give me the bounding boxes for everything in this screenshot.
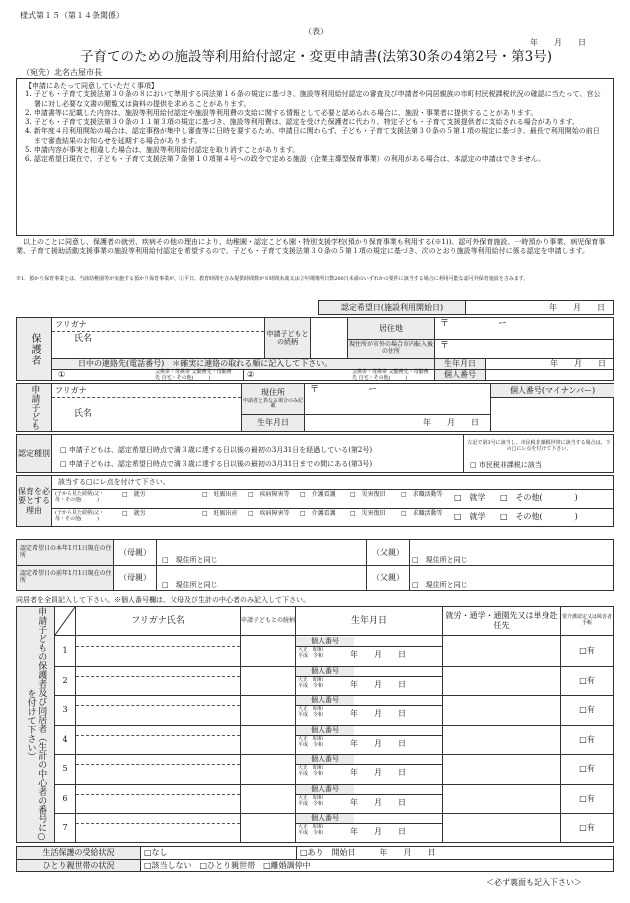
- reason-option[interactable]: □ 就労: [122, 510, 146, 517]
- household-mynumber-label: 個人番号: [296, 696, 354, 705]
- form-number: 様式第１５（第１４条関係）: [20, 11, 124, 20]
- child-label: 申請子ども: [17, 384, 51, 431]
- consent-item: 6. 認定希望日現在で、子ども・子育て支援法第７条第１０項第４号への政令で定める施設（企業主導型保育事業）の利用がある場合は、本認定の申請はできません。: [25, 155, 546, 164]
- household-name-input[interactable]: [76, 667, 240, 695]
- page-title: 子育てのための施設等利用給付認定・変更申請書(法第30条の4第2号・第3号): [80, 49, 552, 65]
- household-mynumber-label: 個人番号: [296, 667, 354, 676]
- household-mynumber-label: 個人番号: [296, 726, 354, 735]
- jan-last-mother: （母親）: [119, 573, 151, 583]
- guardian-address-label: 居住地: [348, 318, 434, 339]
- reason-option[interactable]: □ 妊娠出産: [202, 510, 238, 517]
- household-row-number: 6: [62, 794, 68, 804]
- col-relation-header: 申請子どもとの続柄: [241, 616, 296, 624]
- reason-row-mother: [52, 509, 613, 526]
- household-relation-input[interactable]: [241, 667, 295, 695]
- footer-note: ＜必ず裏面も記入下さい＞: [486, 878, 582, 887]
- reason-option[interactable]: □ 疾病障害等: [248, 510, 290, 517]
- household-relation-input[interactable]: [241, 637, 295, 665]
- jan-last-father: （父親）: [372, 573, 404, 583]
- tax-exempt-checkbox[interactable]: □ 市民税非課税に該当: [470, 461, 542, 469]
- contact-2-types[interactable]: 父携帯・母携帯 父勤務先・母勤務先 自宅・その他( ): [352, 369, 429, 381]
- child-name-input[interactable]: [112, 398, 240, 431]
- household-mynumber-label: 個人番号: [296, 637, 354, 646]
- household-work-input[interactable]: [443, 726, 560, 754]
- household-row-number: 3: [62, 705, 68, 715]
- household-relation-input[interactable]: [241, 785, 295, 813]
- reason-option[interactable]: □ 疾病障害等: [248, 491, 290, 498]
- jan-this-father: （父親）: [372, 547, 404, 557]
- household-mynumber-label: 個人番号: [296, 755, 354, 764]
- guardian-name-label: 氏名: [74, 333, 93, 344]
- cert-type-label: 認定種別: [17, 435, 51, 472]
- jan-this-mother: （母親）: [119, 547, 151, 557]
- household-row-number: 7: [62, 823, 68, 833]
- household-dob-field[interactable]: 年 月 日: [350, 709, 406, 718]
- consent-item: 2. 申請書等に記載した内容は、施設等利用給付認定や施設等利用費の支給に関する情報として必要と認められる場合に、施設・事業者に提供することがあります。: [25, 108, 538, 117]
- guardian-furigana-label: フリガナ: [55, 319, 87, 329]
- household-row-number: 1: [62, 646, 68, 656]
- child-address-label: 現住所 申請者と異なる場合のみ記載: [242, 384, 304, 414]
- household-mynumber-label: 個人番号: [296, 814, 354, 823]
- child-postal: 〒: [310, 385, 320, 395]
- col-care-header: 要介護認定又は障害者手帳: [561, 614, 612, 626]
- guardian-outside-label: 現住所が市外の場合市内転入後の住所: [348, 340, 434, 358]
- household-care-checkbox[interactable]: □有: [579, 646, 595, 656]
- cert-option-3[interactable]: □ 申請子どもは、認定希望日時点で満３歳に達する日以後の最初の3月31日までの間にある(第3号): [60, 460, 373, 468]
- household-relation-input[interactable]: [241, 755, 295, 783]
- contact-2-num: ②: [247, 370, 255, 379]
- household-dob-field[interactable]: 年 月 日: [350, 680, 406, 689]
- reason-instruction: 該当する□にレ点を付けて下さい。: [58, 478, 170, 486]
- household-name-input[interactable]: [76, 696, 240, 724]
- jan-this-father-same[interactable]: □ 現住所と同じ: [412, 556, 468, 564]
- cert-option-2[interactable]: □ 申請子どもは、認定希望日時点で満３歳に達する日以後の最初の3月31日を経過している(第2号): [60, 446, 373, 454]
- reason-option[interactable]: □ 災害復旧: [350, 510, 386, 517]
- household-dob-field[interactable]: 年 月 日: [350, 798, 406, 807]
- addressee: （宛先）北名古屋市長: [22, 68, 102, 77]
- reason-row-father: [52, 490, 613, 508]
- household-row-number: 5: [62, 764, 68, 774]
- welfare-none[interactable]: □なし: [144, 848, 168, 857]
- child-furigana-label: フリガナ: [55, 385, 87, 395]
- desired-date-label: 認定希望日(施設利用開始日): [318, 300, 466, 315]
- consent-heading: 【申請にあたって同意していただく事項】: [25, 82, 158, 90]
- welfare-yes[interactable]: □あり 開始日 年 月 日: [300, 848, 436, 857]
- household-name-input[interactable]: [76, 755, 240, 783]
- guardian-postal: 〒: [440, 319, 450, 329]
- household-relation-input[interactable]: [241, 814, 295, 842]
- household-era: 大正 昭和 平成 令和: [298, 736, 324, 748]
- household-name-input[interactable]: [76, 726, 240, 754]
- note-1: ※1．預かり保育事業とは、当該幼稚園等が実施する預かり保育事業が、①平日、教育時間を含み提供時間数が８時間未満又は②年間開所日数200日未満のいずれかの要件に該当する場合に利用可能な認可外保育施設を含みます。: [16, 276, 529, 282]
- household-era: 大正 昭和 平成 令和: [298, 677, 324, 689]
- household-work-input[interactable]: [443, 667, 560, 695]
- reason-option[interactable]: □ 介護看護: [300, 510, 336, 517]
- child-name-label: 氏名: [74, 409, 93, 420]
- consent-item: 5. 申請内容が事実と相違した場合は、施設等利用給付認定を取り消すことがあります。: [25, 145, 300, 154]
- col-dob-header: 生年月日: [350, 615, 387, 626]
- household-work-input[interactable]: [443, 755, 560, 783]
- reason-relation-label: (子から見た続柄)父・母・その他( ): [55, 510, 104, 522]
- household-name-input[interactable]: [76, 637, 240, 665]
- household-care-checkbox[interactable]: □有: [579, 823, 595, 833]
- guardian-postal-dash: ー: [498, 319, 508, 329]
- consent-list: [25, 90, 605, 164]
- contact-1-types[interactable]: 父携帯・母携帯 父勤務先・母勤務先 自宅・その他( ): [155, 369, 232, 381]
- header-diagonal: [55, 607, 75, 635]
- jan-last-father-same[interactable]: □ 現住所と同じ: [412, 581, 468, 589]
- welfare-label: 生活保護の受給状況: [17, 847, 140, 859]
- reason-option[interactable]: □ 就学: [454, 512, 486, 521]
- household-era: 大正 昭和 平成 令和: [298, 765, 324, 777]
- jan-last-year-label: 認定希望日の前年1月1日現在の住所: [17, 566, 113, 590]
- guardian-contact-label: 日中の連絡先(電話番号) ＊確実に連絡の取れる順に記入して下さい。: [52, 359, 434, 369]
- intro-paragraph: 以上のことに同意し、保護者の就労、疾病その他の理由により、幼稚園・認定こども園・特別支援学校(預かり保育事業も利用する(※1))、認可外保育施設、一時預かり事業、病児保育事業、子育て援助活動支援事業の施設等利用給付認定を希望するので、子ども・子育て支援法第３０条の５第１項の規定に基づき、次のとおり施設等利用給付に係る認定を申請します。: [16, 238, 606, 256]
- reason-option[interactable]: □ 求職活動等: [401, 510, 443, 517]
- consent-box: [16, 78, 614, 236]
- guardian-mynumber-input[interactable]: [486, 370, 614, 380]
- reason-label: 保育を必要とする理由: [17, 476, 51, 526]
- jan-this-year-label: 認定希望日の本年1月1日現在の住所: [17, 540, 113, 565]
- reason-option[interactable]: □ 災害復旧: [350, 491, 386, 498]
- household-work-input[interactable]: [443, 785, 560, 813]
- guardian-furigana-input[interactable]: [112, 318, 263, 331]
- single-parent-label: ひとり親世帯の状況: [17, 860, 140, 871]
- reason-option[interactable]: □ 就労: [122, 491, 146, 498]
- reason-option[interactable]: □ 就学: [454, 493, 486, 502]
- reason-option[interactable]: □ その他( ): [500, 493, 578, 502]
- consent-item: 3. 子ども・子育て支援法第３０条の１１第３項の規定に基づき、施設等利用費は、認定を受けた保護者に代わり、特定子ども・子育て支援提供者に支給される場合があります。: [25, 118, 580, 127]
- guardian-name-input[interactable]: [112, 332, 263, 358]
- side-label: （表）: [304, 27, 328, 36]
- jan-this-mother-same[interactable]: □ 現住所と同じ: [162, 556, 218, 564]
- household-relation-input[interactable]: [241, 726, 295, 754]
- header-date: 年 月 日: [530, 38, 586, 47]
- contact-1-num: ①: [58, 370, 66, 379]
- household-era: 大正 昭和 平成 令和: [298, 647, 324, 659]
- household-work-input[interactable]: [443, 696, 560, 724]
- reason-relation-label: (子から見た続柄)父・母・その他( ): [55, 491, 104, 503]
- household-care-checkbox[interactable]: □有: [579, 705, 595, 715]
- guardian-mynumber-label: 個人番号: [435, 370, 485, 380]
- single-parent-options[interactable]: □該当しない □ひとり親世帯 □離婚調停中: [144, 861, 311, 870]
- household-work-input[interactable]: [443, 637, 560, 665]
- child-mynumber-label: 個人番号(マイナンバー): [491, 384, 614, 397]
- reason-option[interactable]: □ 妊娠出産: [202, 491, 238, 498]
- child-postal-dash: ー: [368, 385, 378, 395]
- household-row-number: 4: [62, 735, 68, 745]
- household-era: 大正 昭和 平成 令和: [298, 824, 324, 836]
- consent-item: 4. 新年度４月利用開始の場合は、認定事務が集中し審査等に日時を要するため、申請日に関わらず、子ども・子育て支援法第３０条の５第１項の規定に基づき、最長で利用開始の前日まで審査結果のお知らせを延期する場合があります。: [25, 127, 600, 145]
- household-dob-field[interactable]: 年 月 日: [350, 768, 406, 777]
- reason-option[interactable]: □ その他( ): [500, 512, 578, 521]
- household-relation-input[interactable]: [241, 696, 295, 724]
- household-mynumber-label: 個人番号: [296, 785, 354, 794]
- col-work-header: 就労・通学・通園先又は単身赴任先: [445, 611, 558, 630]
- household-care-checkbox[interactable]: □有: [579, 764, 595, 774]
- child-dob-label: 生年月日: [242, 415, 304, 431]
- household-side-label: 申請子どもの保護者及び同居者（生計の中心者の番号に○を付けて下さい）: [17, 607, 54, 842]
- household-dob-field[interactable]: 年 月 日: [350, 827, 406, 836]
- household-care-checkbox[interactable]: □有: [579, 794, 595, 804]
- guardian-relation-input[interactable]: [311, 318, 347, 358]
- household-era: 大正 昭和 平成 令和: [298, 795, 324, 807]
- jan-last-mother-same[interactable]: □ 現住所と同じ: [162, 581, 218, 589]
- desired-date-field[interactable]: 年 月 日: [465, 300, 614, 315]
- household-name-input[interactable]: [76, 814, 240, 842]
- child-dob-field[interactable]: 年 月 日: [423, 418, 479, 428]
- guardian-outside-postal: 〒: [440, 341, 450, 351]
- reason-option[interactable]: □ 介護看護: [300, 491, 336, 498]
- household-name-input[interactable]: [76, 785, 240, 813]
- household-row-number: 2: [62, 676, 68, 686]
- guardian-dob-field[interactable]: 年 月 日: [550, 359, 606, 369]
- household-dob-field[interactable]: 年 月 日: [350, 739, 406, 748]
- reason-option[interactable]: □ 求職活動等: [401, 491, 443, 498]
- household-care-checkbox[interactable]: □有: [579, 735, 595, 745]
- household-dob-field[interactable]: 年 月 日: [350, 650, 406, 659]
- col-name-header: フリガナ氏名: [131, 615, 185, 626]
- guardian-dob-label: 生年月日: [435, 359, 485, 369]
- cert-side-note: 左記で第3号に該当し、市民税非課税世帯に該当する場合は、下の□にレ点を付けて下さい。: [467, 440, 611, 452]
- household-intro: 同居者を全員記入して下さい。※個人番号欄は、父母及び生計の中心者のみ記入して下さい。: [16, 596, 310, 604]
- guardian-label: 保護者: [17, 318, 51, 380]
- household-care-checkbox[interactable]: □有: [579, 676, 595, 686]
- household-work-input[interactable]: [443, 814, 560, 842]
- household-era: 大正 昭和 平成 令和: [298, 706, 324, 718]
- guardian-relation-label: 申請子どもとの続柄: [265, 318, 310, 358]
- consent-item: 1. 子ども・子育て支援法第３０条の８において準用する同法第１６条の規定に基づき、施設等利用給付認定の審査及び申請者や同居親族の市町村民税課税状況の確認に当たって、官公署に対し必要な文書の閲覧又は資料の提供を求めることがあります。: [25, 90, 601, 108]
- child-mynumber-input[interactable]: [491, 398, 614, 431]
